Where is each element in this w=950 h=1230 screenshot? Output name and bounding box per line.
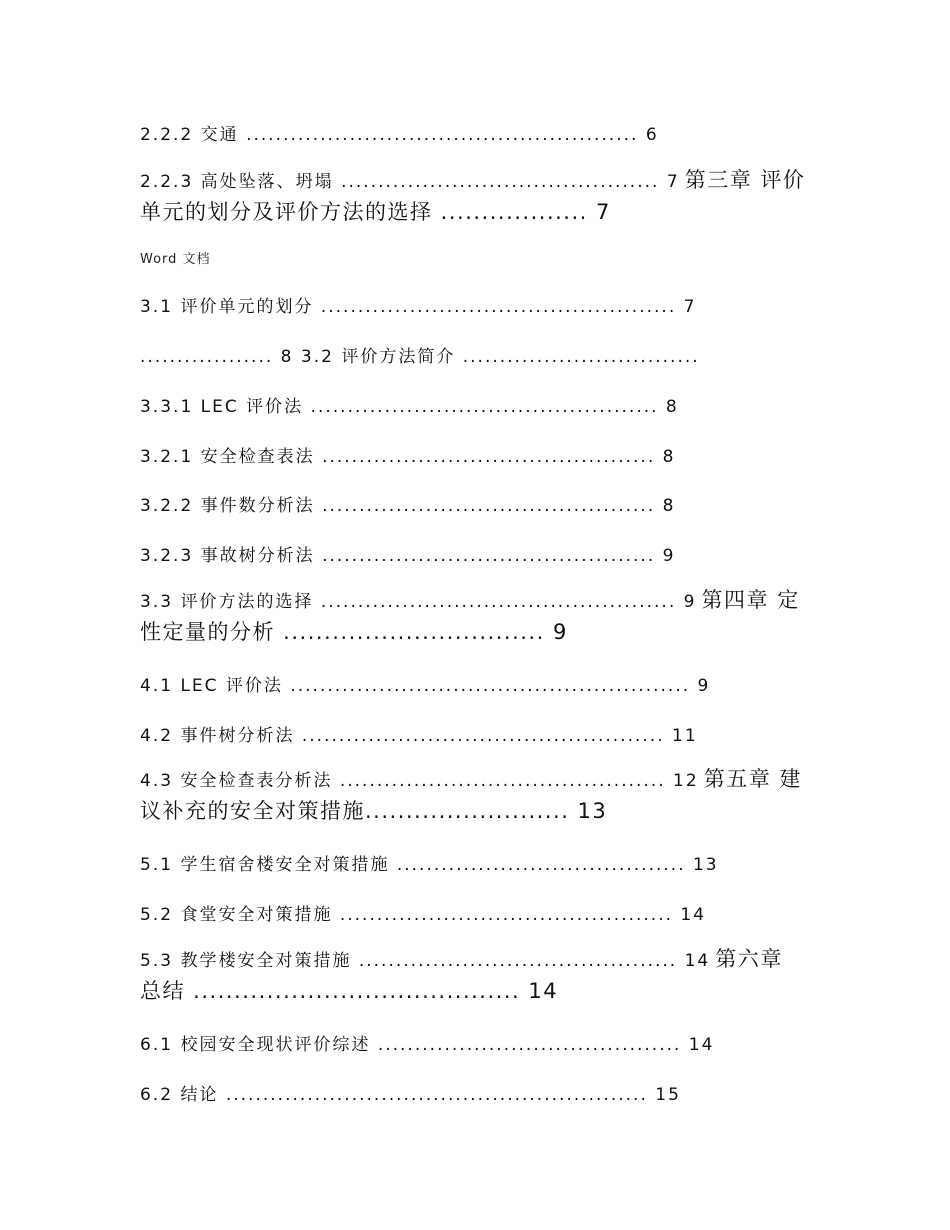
- toc-entry-4-3-with-chapter-5[interactable]: [140, 764, 820, 826]
- toc-entry-3-1[interactable]: 3.1 评价单元的划分 ................................................ 7: [140, 297, 697, 317]
- toc-entry-3-3[interactable]: 3.3 评价方法的选择 ................................................ 9: [140, 592, 697, 612]
- toc-entry-4-1[interactable]: 4.1 LEC 评价法 ...................................................... 9: [140, 676, 711, 696]
- toc-entry-3-2-1[interactable]: 3.2.1 安全检查表法 ............................................. 8: [140, 447, 676, 467]
- toc-entry-5-2[interactable]: 5.2 食堂安全对策措施 ............................................. 14: [140, 905, 707, 925]
- chapter-6-heading-part1[interactable]: 第六章: [715, 947, 783, 971]
- chapter-5-heading-part2[interactable]: 议补充的安全对策措施......................... 13: [140, 799, 608, 823]
- chapter-4-heading-part2[interactable]: 性定量的分析 ................................ 9: [140, 620, 568, 644]
- toc-entry-2-2-3[interactable]: 2.2.3 高处坠落、坍塌 ........................................... 7: [140, 172, 680, 192]
- toc-entry-5-1[interactable]: 5.1 学生宿舍楼安全对策措施 ....................................... 13: [140, 855, 719, 875]
- word-doc-label: Word 文档: [140, 252, 211, 267]
- toc-entry-3-3-1[interactable]: 3.3.1 LEC 评价法 ............................................... 8: [140, 397, 679, 417]
- toc-entry-4-2[interactable]: 4.2 事件树分析法 ................................................. 11: [140, 726, 698, 746]
- toc-entry-3-3-with-chapter-4[interactable]: [140, 585, 820, 647]
- toc-entry-4-3[interactable]: 4.3 安全检查表分析法 ............................................ 12: [140, 771, 699, 791]
- chapter-6-heading-part2[interactable]: 总结 ........................................ 14: [140, 979, 559, 1003]
- chapter-5-heading-part1[interactable]: 第五章 建: [703, 767, 802, 791]
- toc-entry-3-2-3[interactable]: 3.2.3 事故树分析法 ............................................. 9: [140, 546, 676, 566]
- toc-entry-6-2[interactable]: 6.2 结论 ......................................................... 15: [140, 1085, 681, 1105]
- chapter-4-heading-part1[interactable]: 第四章 定: [701, 588, 800, 612]
- toc-entry-2-2-2[interactable]: 2.2.2 交通 ..................................................... 6: [140, 125, 659, 145]
- toc-entry-3-2-2[interactable]: 3.2.2 事件数分析法 ............................................. 8: [140, 496, 676, 516]
- toc-entry-5-3-with-chapter-6[interactable]: [140, 944, 820, 1006]
- toc-entry-2-2-3-with-chapter-3[interactable]: [140, 165, 820, 227]
- chapter-3-heading-part1[interactable]: 第三章 评价: [684, 168, 806, 192]
- toc-entry-5-3[interactable]: 5.3 教学楼安全对策措施 ........................................... 14: [140, 951, 711, 971]
- toc-entry-6-1[interactable]: 6.1 校园安全现状评价综述 ......................................... 14: [140, 1035, 715, 1055]
- chapter-3-heading-part2[interactable]: 单元的划分及评价方法的选择 .................. 7: [140, 200, 611, 224]
- toc-entry-3-2-line[interactable]: .................. 8 3.2 评价方法简介 ................................: [140, 347, 700, 367]
